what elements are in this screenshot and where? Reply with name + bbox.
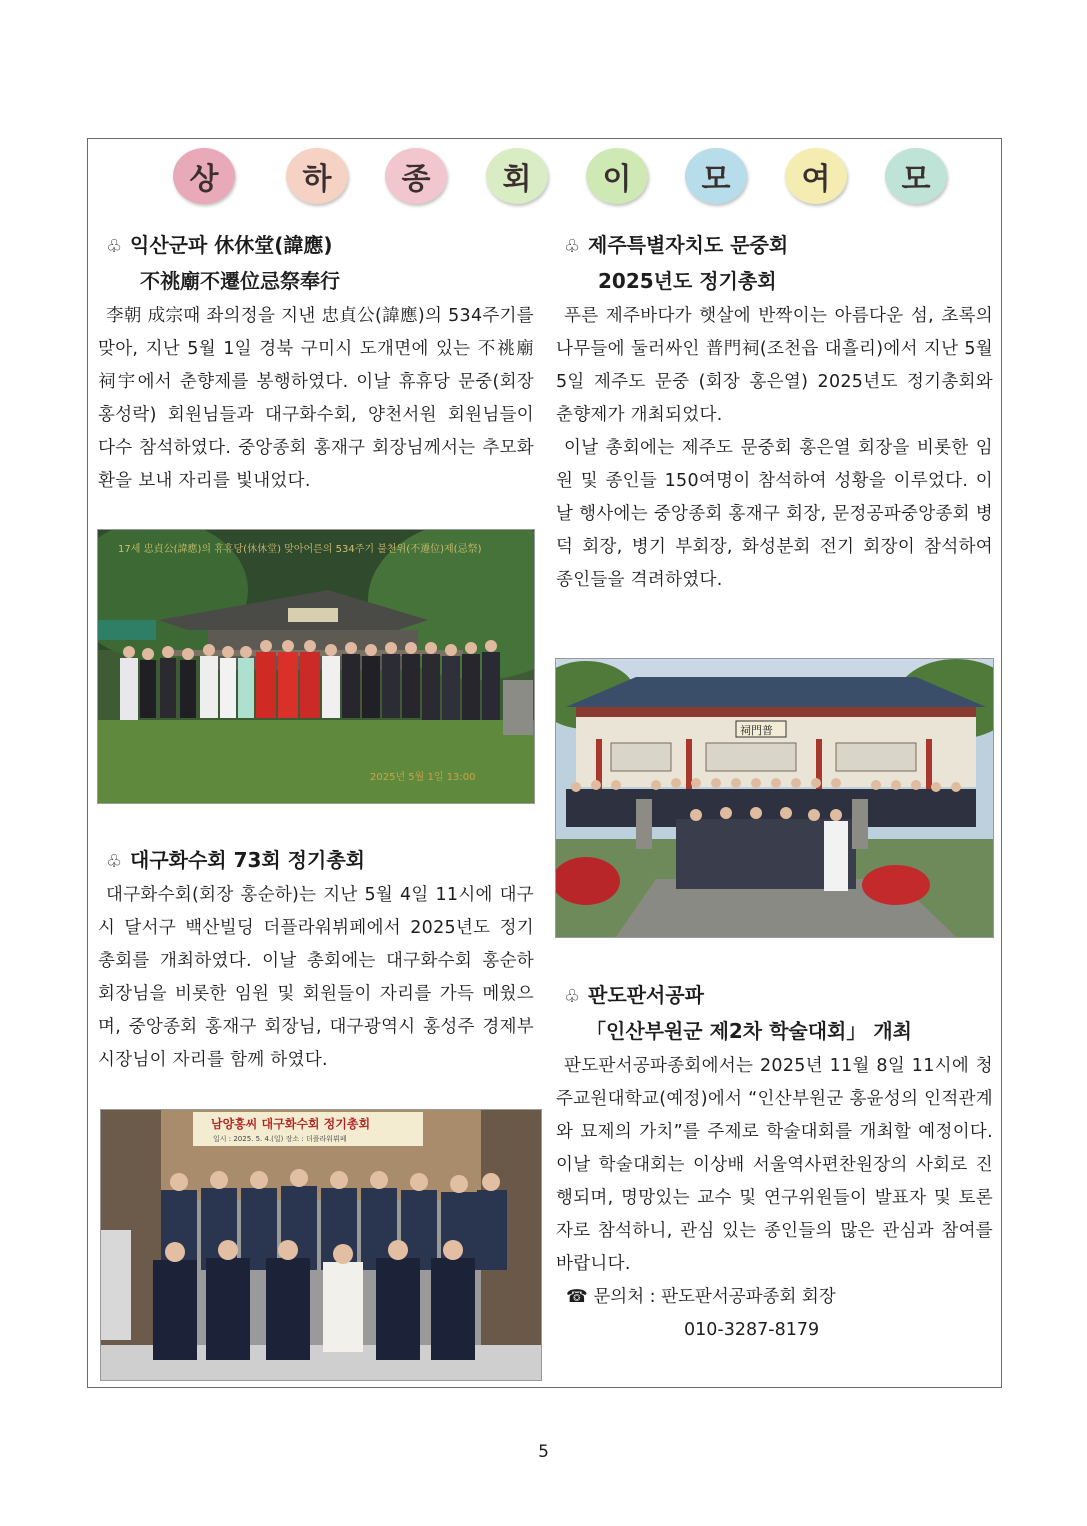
section-subheading: 2025년도 정기총회 bbox=[598, 269, 777, 293]
section-body: 판도판서공파종회에서는 2025년 11월 8일 11시에 청주교원대학교(예정)에서 “인산부원군 홍윤성의 인적관계와 묘제의 가치”를 주제로 학술대회를 개최할 예정이다. 이날 학술대회는 이상배 서울역사편찬원장의 사회로 진행되며, 명망있는 교수 및 연구위원들이 발표자 및 토론자로 참석하니, 관심 있는 종인들의 많은 관심과 참여를 바랍니다. bbox=[556, 1056, 993, 1274]
clover-icon: ♧ bbox=[106, 851, 123, 872]
section-body: 대구화수회(회장 홍순하)는 지난 5월 4일 11시에 대구시 달서구 백산빌딩 더플라워뷔페에서 2025년도 정기총회를 개최하였다. 이날 총회에는 대구화수회 홍순하 회장님을 비롯한 임원 및 회원들이 자리를 가득 메웠으며, 중앙종회 홍재구 회장님, 대구광역시 홍성주 경제부시장님이 자리를 함께 하였다. bbox=[98, 885, 534, 1070]
contact-label: 문의처 : 판도판서공파종회 회장 bbox=[593, 1287, 836, 1307]
shrine-signboard: 祠門普 bbox=[740, 724, 773, 737]
section-heading: ♧ 대구화수회 73회 정기총회 bbox=[98, 843, 534, 879]
banner-char-7: 여 bbox=[785, 148, 847, 204]
clover-icon: ♧ bbox=[106, 236, 123, 257]
banner-char-3: 종 bbox=[385, 148, 447, 204]
banner-char-5: 이 bbox=[586, 148, 648, 204]
right-section-2 bbox=[556, 978, 993, 1347]
page-number: 5 bbox=[538, 1442, 549, 1462]
section-heading: ♧ 판도판서공파 bbox=[556, 978, 993, 1014]
general-meeting-photo bbox=[100, 1109, 542, 1381]
section-body: 푸른 제주바다가 햇살에 반짝이는 아름다운 섬, 초록의 나무들에 둘러싸인 普門祠(조천읍 대흘리)에서 지난 5월 5일 제주도 문중 (회장 홍은열) 2025년도 정기총회와 춘향제가 개최되었다. 이날 총회에는 제주도 문중회 홍은열 회장을 비롯한 임원 및 종인들 150여명이 참석하여 성황을 이루었다. 이날 행사에는 중앙종회 홍재구 회장, 문정공파중앙종회 병덕 회장, 병기 부회장, 화성분회 전기 회장이 참석하여 종인들을 격려하였다. bbox=[556, 306, 993, 590]
left-section-1 bbox=[98, 228, 534, 498]
section-body: 李朝 成宗때 좌의정을 지낸 忠貞公(諱應)의 534주기를 맞아, 지난 5월 1일 경북 구미시 도개면에 있는 不祧廟 祠宇에서 춘향제를 봉행하였다. 이날 휴휴당 문중(회장 홍성락) 회원님들과 대구화수회, 양천서원 회원님들이 다수 참석하였다. 중앙종회 홍재구 회장님께서는 추모화환을 보내 자리를 빛내었다. bbox=[98, 306, 534, 491]
event-banner-text: 남양홍씨 대구화수회 정기총회 bbox=[211, 1117, 371, 1131]
event-banner-sub: 일시 : 2025. 5. 4.(일) 장소 : 더플라워뷔페 bbox=[213, 1135, 347, 1143]
banner-char-6: 모 bbox=[685, 148, 747, 204]
banner-char-1: 상 bbox=[173, 148, 235, 204]
section-heading: ♧ 익산군파 休休堂(諱應) bbox=[98, 228, 534, 264]
right-section-1 bbox=[556, 228, 993, 597]
banner-char-8: 모 bbox=[885, 148, 947, 204]
contact-line bbox=[556, 1281, 993, 1314]
bomunsa-meeting-photo bbox=[555, 658, 994, 938]
clover-icon: ♧ bbox=[564, 236, 581, 257]
phone-icon: ☎ bbox=[566, 1287, 588, 1307]
banner-char-2: 하 bbox=[286, 148, 348, 204]
section-subheading: 「인산부원군 제2차 학술대회」 개최 bbox=[586, 1019, 912, 1043]
section-subheading: 不祧廟不遷位忌祭奉行 bbox=[140, 269, 340, 293]
contact-phone: 010-3287-8179 bbox=[684, 1320, 820, 1340]
section-heading: ♧ 제주특별자치도 문중회 bbox=[556, 228, 993, 264]
clover-icon: ♧ bbox=[564, 986, 581, 1007]
left-section-2 bbox=[98, 843, 534, 1077]
ancestral-shrine-photo bbox=[97, 529, 535, 804]
photo-date: 2025년 5월 1일 13:00 bbox=[370, 772, 476, 783]
photo-caption: 17세 忠貞公(諱應)의 휴휴당(休休堂) 맞아어른의 534주기 불천위(不遷位)제(忌祭) bbox=[118, 544, 482, 555]
banner-char-4: 회 bbox=[486, 148, 548, 204]
title-banner bbox=[173, 148, 953, 206]
